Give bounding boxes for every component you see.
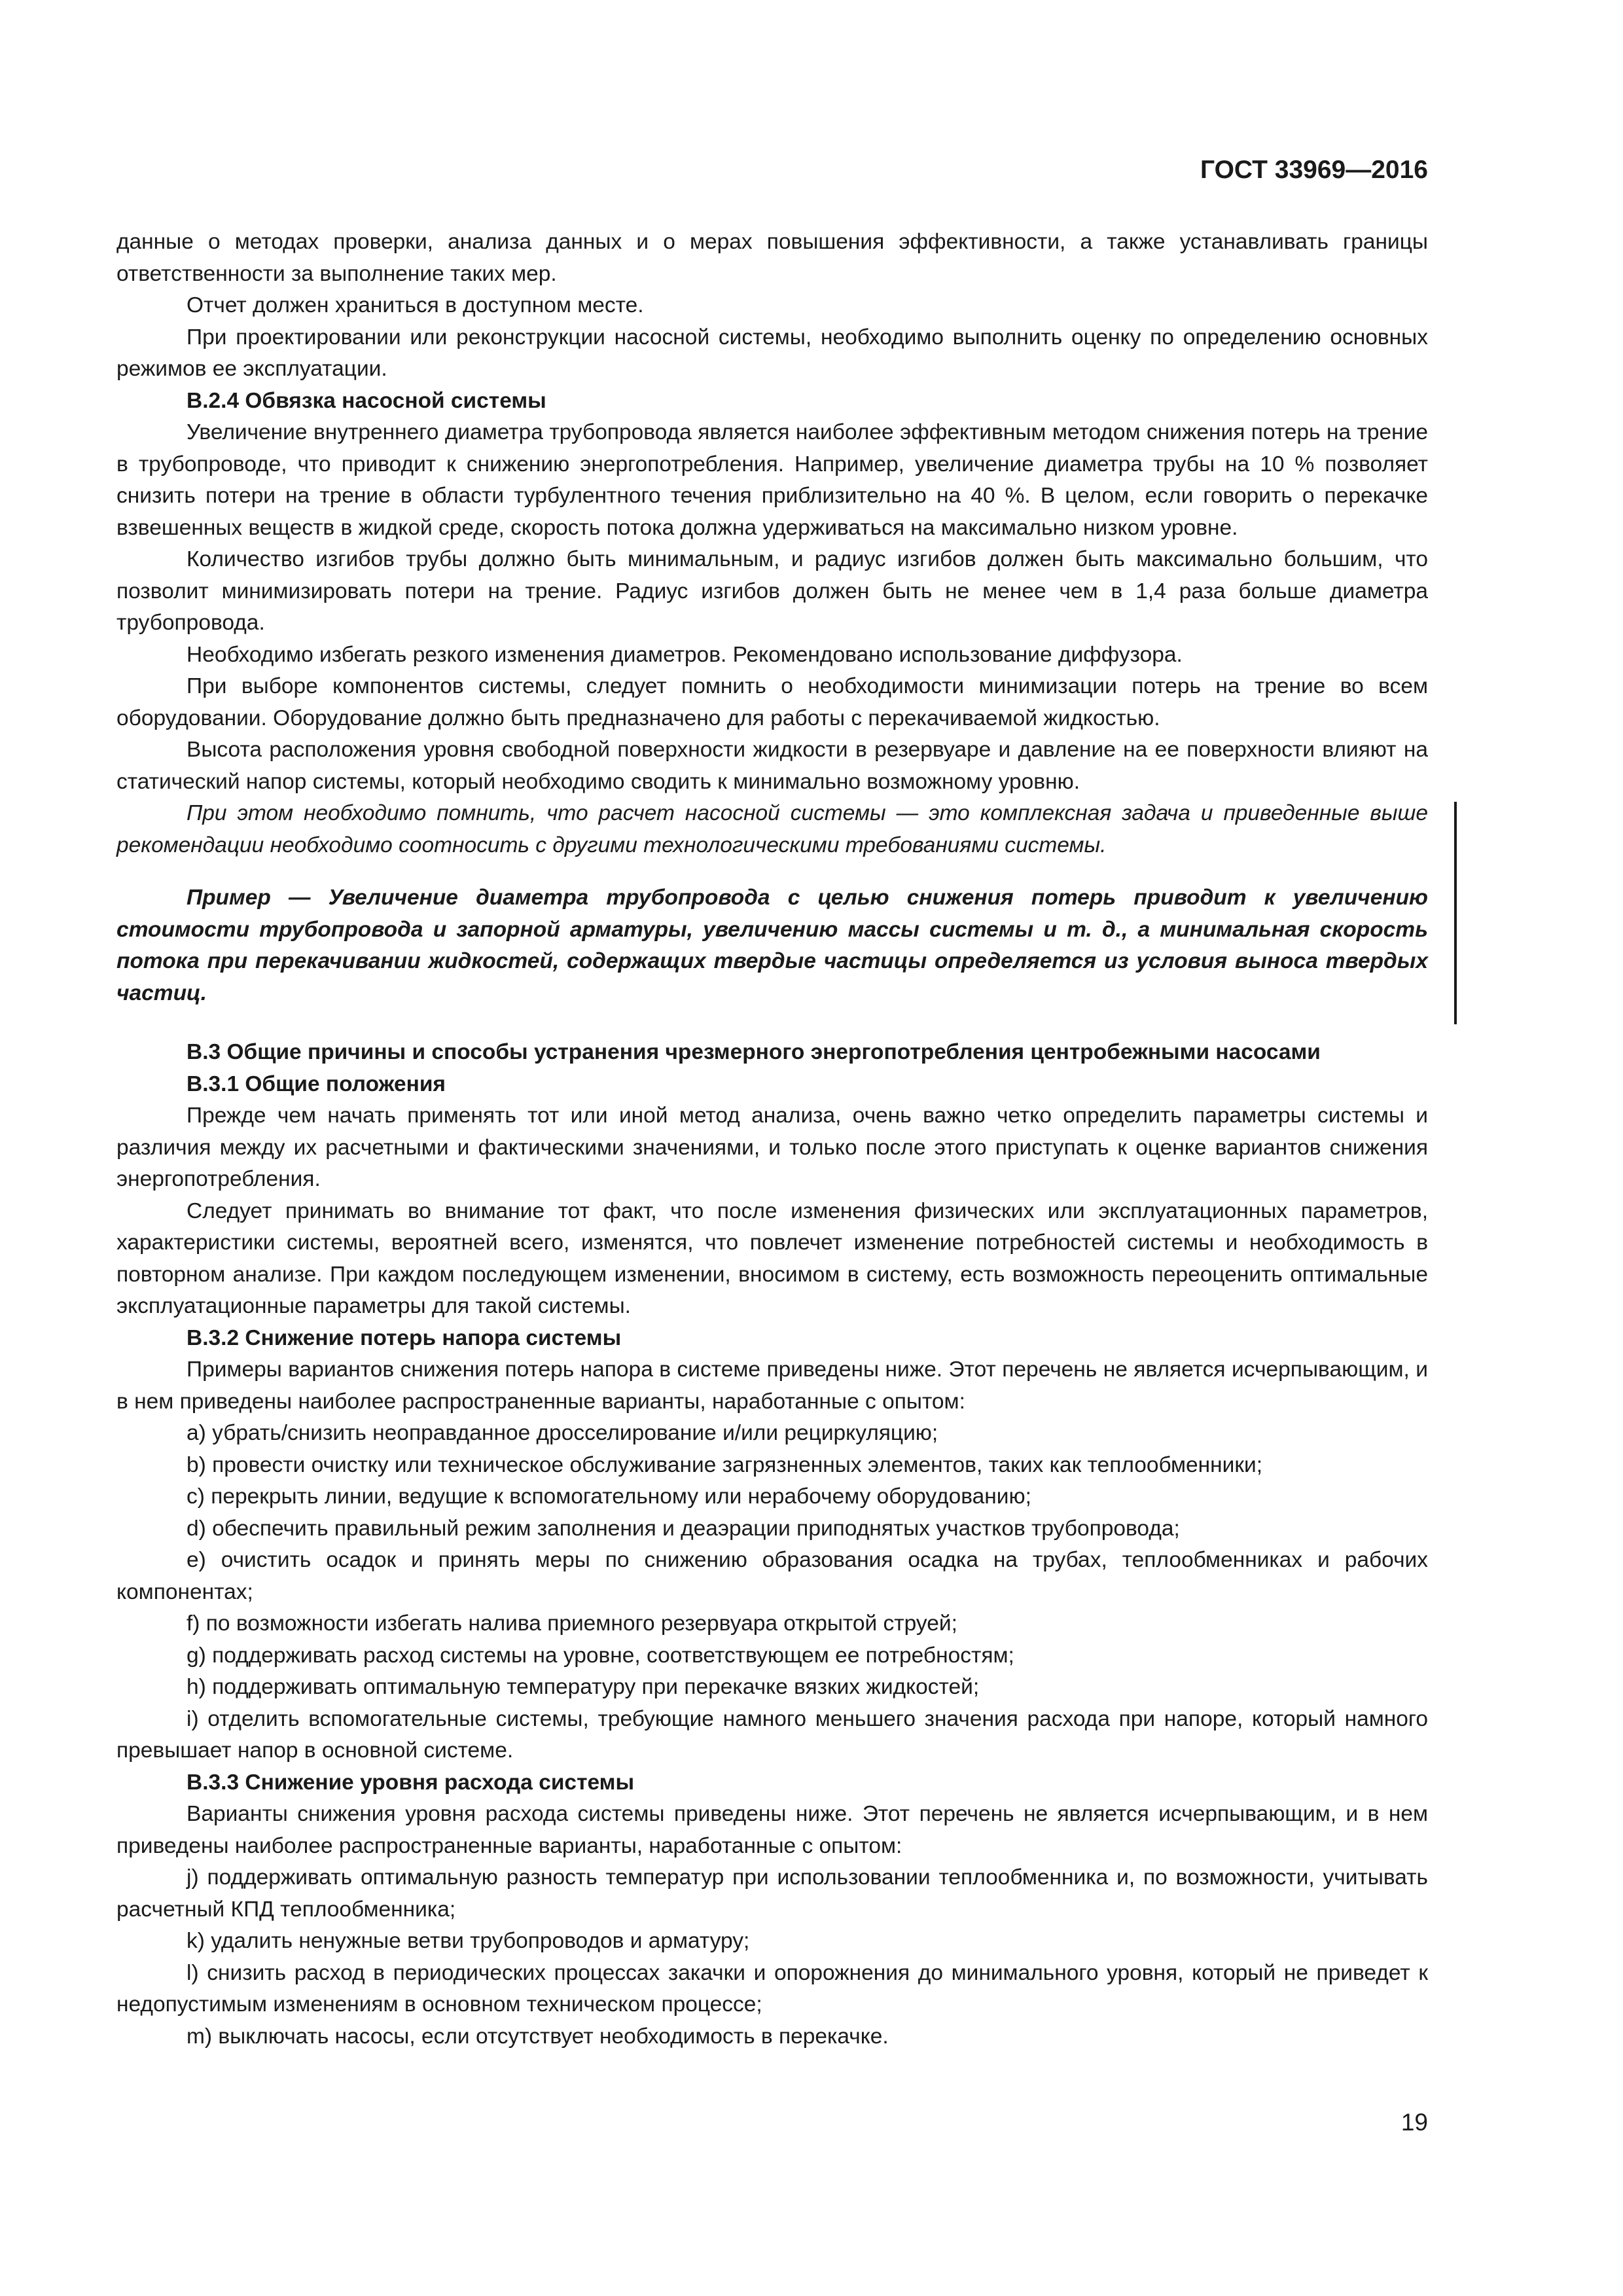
list-item: h) поддерживать оптимальную температуру при перекачке вязких жидкостей;: [187, 1675, 980, 1699]
paragraph: Высота расположения уровня свободной поверхности жидкости в резервуаре и давление на ее поверхности влияют на статический напор системы, который необходимо сводить к минимально возможному уровню.: [116, 738, 1428, 794]
list-item: d) обеспечить правильный режим заполнения и деаэрации приподнятых участков трубопровода;: [187, 1516, 1180, 1541]
section-heading-b24: В.2.4 Обвязка насосной системы: [187, 388, 546, 413]
paragraph: При проектировании или реконструкции насосной системы, необходимо выполнить оценку по определению основных режимов ее эксплуатации.: [116, 325, 1428, 381]
list-item: i) отделить вспомогательные системы, требующие намного меньшего значения расхода при напоре, который намного превышает напор в основной системе.: [116, 1706, 1428, 1763]
section-heading-b32: В.3.2 Снижение потерь напора системы: [187, 1325, 622, 1350]
paragraph: Прежде чем начать применять тот или иной метод анализа, очень важно четко определить параметры системы и различия между их расчетными и фактическими значениями, и только после этого приступать к оценке вариантов снижения энергопотребления.: [116, 1103, 1428, 1191]
paragraph: Варианты снижения уровня расхода системы приведены ниже. Этот перечень не является исчерпывающим, и в нем приведены наиболее распространенные варианты, наработанные с опытом:: [116, 1802, 1428, 1858]
list-item: e) очистить осадок и принять меры по снижению образования осадка на трубах, теплообменниках и рабочих компонентах;: [116, 1548, 1428, 1604]
list-item: l) снизить расход в периодических процессах закачки и опорожнения до минимального уровня, который не приведет к недопустимым изменениям в основном техническом процессе;: [116, 1960, 1428, 2017]
paragraph: Отчет должен храниться в доступном месте.: [187, 293, 644, 317]
list-item: m) выключать насосы, если отсутствует необходимость в перекачке.: [187, 2024, 889, 2049]
list-item: f) по возможности избегать налива приемного резервуара открытой струей;: [187, 1611, 957, 1636]
list-item: j) поддерживать оптимальную разность температур при использовании теплообменника и, по возможности, учитывать расчетный КПД теплообменника;: [116, 1865, 1428, 1922]
document-body: [116, 226, 1428, 2053]
list-item: k) удалить ненужные ветви трубопроводов и арматуру;: [187, 1929, 750, 1953]
document-header: ГОСТ 33969—2016: [1200, 156, 1428, 184]
list-item: b) провести очистку или техническое обслуживание загрязненных элементов, таких как теплообменники;: [187, 1452, 1263, 1477]
section-heading-b31: В.3.1 Общие положения: [187, 1071, 446, 1096]
change-bar: [1454, 802, 1457, 1024]
paragraph: Следует принимать во внимание тот факт, что после изменения физических или эксплуатационных параметров, характеристики системы, вероятней всего, изменятся, что повлечет изменение потребностей системы и необходимость в повторном анализе. При каждом последующем изменении, вносимом в систему, есть возможность переоценить оптимальные эксплуатационные параметры для такой системы.: [116, 1198, 1428, 1318]
list-item: c) перекрыть линии, ведущие к вспомогательному или нерабочему оборудованию;: [187, 1484, 1031, 1509]
page-number: 19: [1400, 2109, 1428, 2136]
example-paragraph: Пример — Увеличение диаметра трубопровода с целью снижения потерь приводит к увеличению стоимости трубопровода и запорной арматуры, увеличению массы системы и т. д., а минимальная скорость потока при перекачивании жидкостей, содержащих твердые частицы определяется из условия выноса твердых частиц.: [116, 886, 1428, 1005]
list-item: a) убрать/снизить неоправданное дросселирование и/или рециркуляцию;: [187, 1421, 938, 1445]
paragraph: Увеличение внутреннего диаметра трубопровода является наиболее эффективным методом снижения потерь на трение в трубопроводе, что приводит к снижению энергопотребления. Например, увеличение диаметра трубы на 10 % позволяет снизить потери на трение в области турбулентного течения приблизительно на 40 %. В целом, если говорить о перекачке взвешенных веществ в жидкой среде, скорость потока должна удерживаться на максимально низком уровне.: [116, 420, 1428, 540]
paragraph: При выборе компонентов системы, следует помнить о необходимости минимизации потерь на трение во всем оборудовании. Оборудование должно быть предназначено для работы с перекачиваемой жидкостью.: [116, 674, 1428, 730]
note-paragraph: При этом необходимо помнить, что расчет насосной системы — это комплексная задача и приведенные выше рекомендации необходимо соотносить с другими технологическими требованиями системы.: [116, 801, 1428, 857]
paragraph: Необходимо избегать резкого изменения диаметров. Рекомендовано использование диффузора.: [187, 642, 1183, 667]
section-heading-b33: В.3.3 Снижение уровня расхода системы: [187, 1770, 635, 1795]
list-item: g) поддерживать расход системы на уровне, соответствующем ее потребностям;: [187, 1643, 1014, 1668]
section-heading-b3: В.3 Общие причины и способы устранения чрезмерного энергопотребления центробежными насосами: [187, 1040, 1321, 1064]
paragraph: Примеры вариантов снижения потерь напора в системе приведены ниже. Этот перечень не является исчерпывающим, и в нем приведены наиболее распространенные варианты, наработанные с опытом:: [116, 1357, 1428, 1414]
paragraph: данные о методах проверки, анализа данных и о мерах повышения эффективности, а также устанавливать границы ответственности за выполнение таких мер.: [116, 230, 1428, 286]
paragraph: Количество изгибов трубы должно быть минимальным, и радиус изгибов должен быть максимально большим, что позволит минимизировать потери на трение. Радиус изгибов должен быть не менее чем в 1,4 раза больше диаметра трубопровода.: [116, 547, 1428, 635]
